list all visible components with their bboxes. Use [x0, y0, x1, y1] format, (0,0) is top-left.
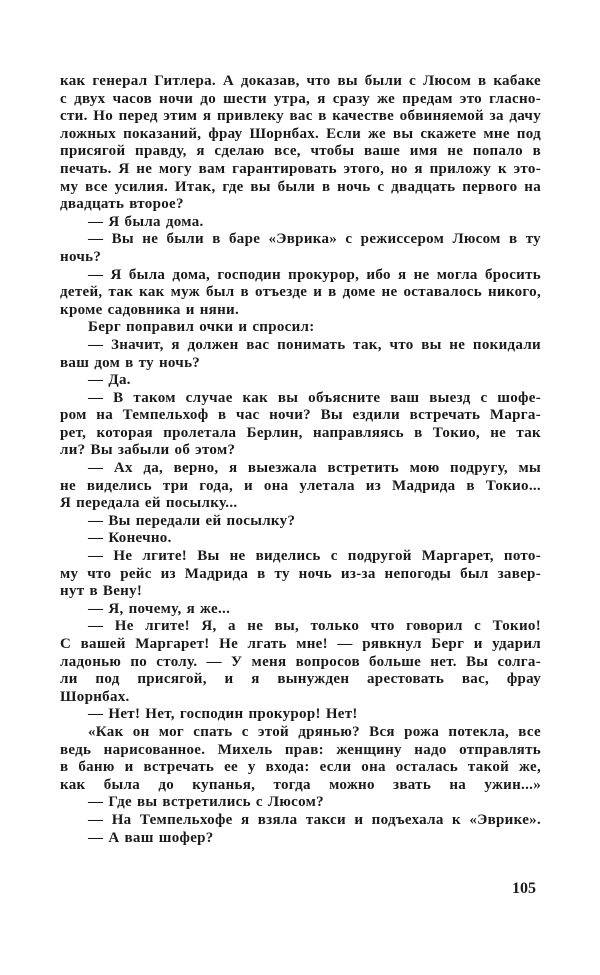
text-line: — На Темпельхофе я взяла такси и подъехала к «Эврике».: [88, 811, 541, 828]
text-line: ночь?: [60, 248, 102, 265]
text-line: сти. Но перед этим я привлеку вас в качестве обвиняемой за дачу: [60, 108, 541, 125]
text-line: как была до купанья, тогда можно звать на ужин...»: [60, 776, 541, 793]
text-line: — Конечно.: [88, 530, 172, 547]
text-line: с двух часов ночи до шести утра, я сразу же предам это гласно-: [60, 90, 541, 107]
text-line: му что рейс из Мадрида в ту ночь из-за непогоды был завер-: [60, 565, 541, 582]
text-line: рет, которая пролетала Берлин, направляясь в Токио, не так: [60, 424, 541, 441]
text-line: печать. Я не могу вам гарантировать этого, но я приложу к это-: [60, 160, 541, 177]
page-number: 105: [512, 880, 536, 897]
text-line: не виделись три года, и она улетала из Мадрида в Токио...: [60, 477, 541, 494]
text-line: Я передала ей посылку...: [60, 495, 238, 512]
text-line: Берг поправил очки и спросил:: [88, 319, 315, 336]
text-line: ложных показаний, фрау Шорнбах. Если же вы скажете мне под: [60, 125, 541, 142]
text-line: — Да.: [88, 372, 131, 389]
text-line: — А ваш шофер?: [88, 829, 214, 846]
text-line: «Как он мог спать с этой дрянью? Вся рожа потекла, все: [88, 723, 541, 740]
text-line: ром на Темпельхоф в час ночи? Вы ездили встречать Марга-: [60, 407, 541, 424]
text-line: — Вы передали ей посылку?: [88, 512, 296, 529]
text-line: — Не лгите! Вы не виделись с подругой Маргарет, пото-: [88, 548, 541, 565]
text-line: присягой правду, я сделаю все, чтобы ваше имя не попало в: [60, 143, 541, 160]
text-line: нут в Вену!: [60, 583, 143, 600]
text-line: — Я, почему, я же...: [88, 600, 231, 617]
text-line: — Значит, я должен вас понимать так, что вы не покидали: [88, 336, 541, 353]
text-line: двадцать второе?: [60, 196, 184, 213]
text-line: С вашей Маргарет! Не лгать мне! — рявкнул Берг и ударил: [60, 636, 541, 652]
text-line: — Ах да, верно, я выезжала встретить мою подругу, мы: [88, 460, 541, 477]
text-line: ли под присягой, и я вынужден арестовать вас, фрау: [60, 671, 541, 688]
text-line: — В таком случае как вы объясните ваш выезд с шофе-: [88, 389, 541, 406]
text-line: — Я была дома.: [88, 213, 204, 230]
text-line: кроме садовника и няни.: [60, 301, 240, 318]
text-line: ведь нарисованное. Михель прав: женщину надо отправлять: [60, 741, 541, 758]
text-line: ладонью по столу. — У меня вопросов больше нет. Вы солга-: [60, 653, 541, 670]
text-line: му все усилия. Итак, где вы были в ночь с двадцать первого на: [60, 178, 541, 195]
book-page-text: [60, 73, 541, 847]
text-line: — Не лгите! Я, а не вы, только что говорил с Токио!: [88, 618, 541, 635]
text-line: Шорнбах.: [60, 688, 130, 705]
text-line: ли? Вы забыли об этом?: [60, 442, 236, 459]
text-line: — Где вы встретились с Люсом?: [88, 794, 324, 811]
text-line: детей, так как муж был в отъезде и в доме не оставалось никого,: [60, 284, 541, 301]
text-line: в баню и встречать ее у входа: если она осталась такой же,: [60, 759, 541, 776]
text-line: — Нет! Нет, господин прокурор! Нет!: [88, 706, 358, 723]
text-line: — Я была дома, господин прокурор, ибо я не могла бросить: [88, 266, 541, 283]
text-line: ваш дом в ту ночь?: [60, 354, 201, 371]
text-line: как генерал Гитлера. А доказав, что вы были с Люсом в кабаке: [60, 73, 541, 89]
text-line: — Вы не были в баре «Эврика» с режиссером Люсом в ту: [88, 231, 541, 248]
